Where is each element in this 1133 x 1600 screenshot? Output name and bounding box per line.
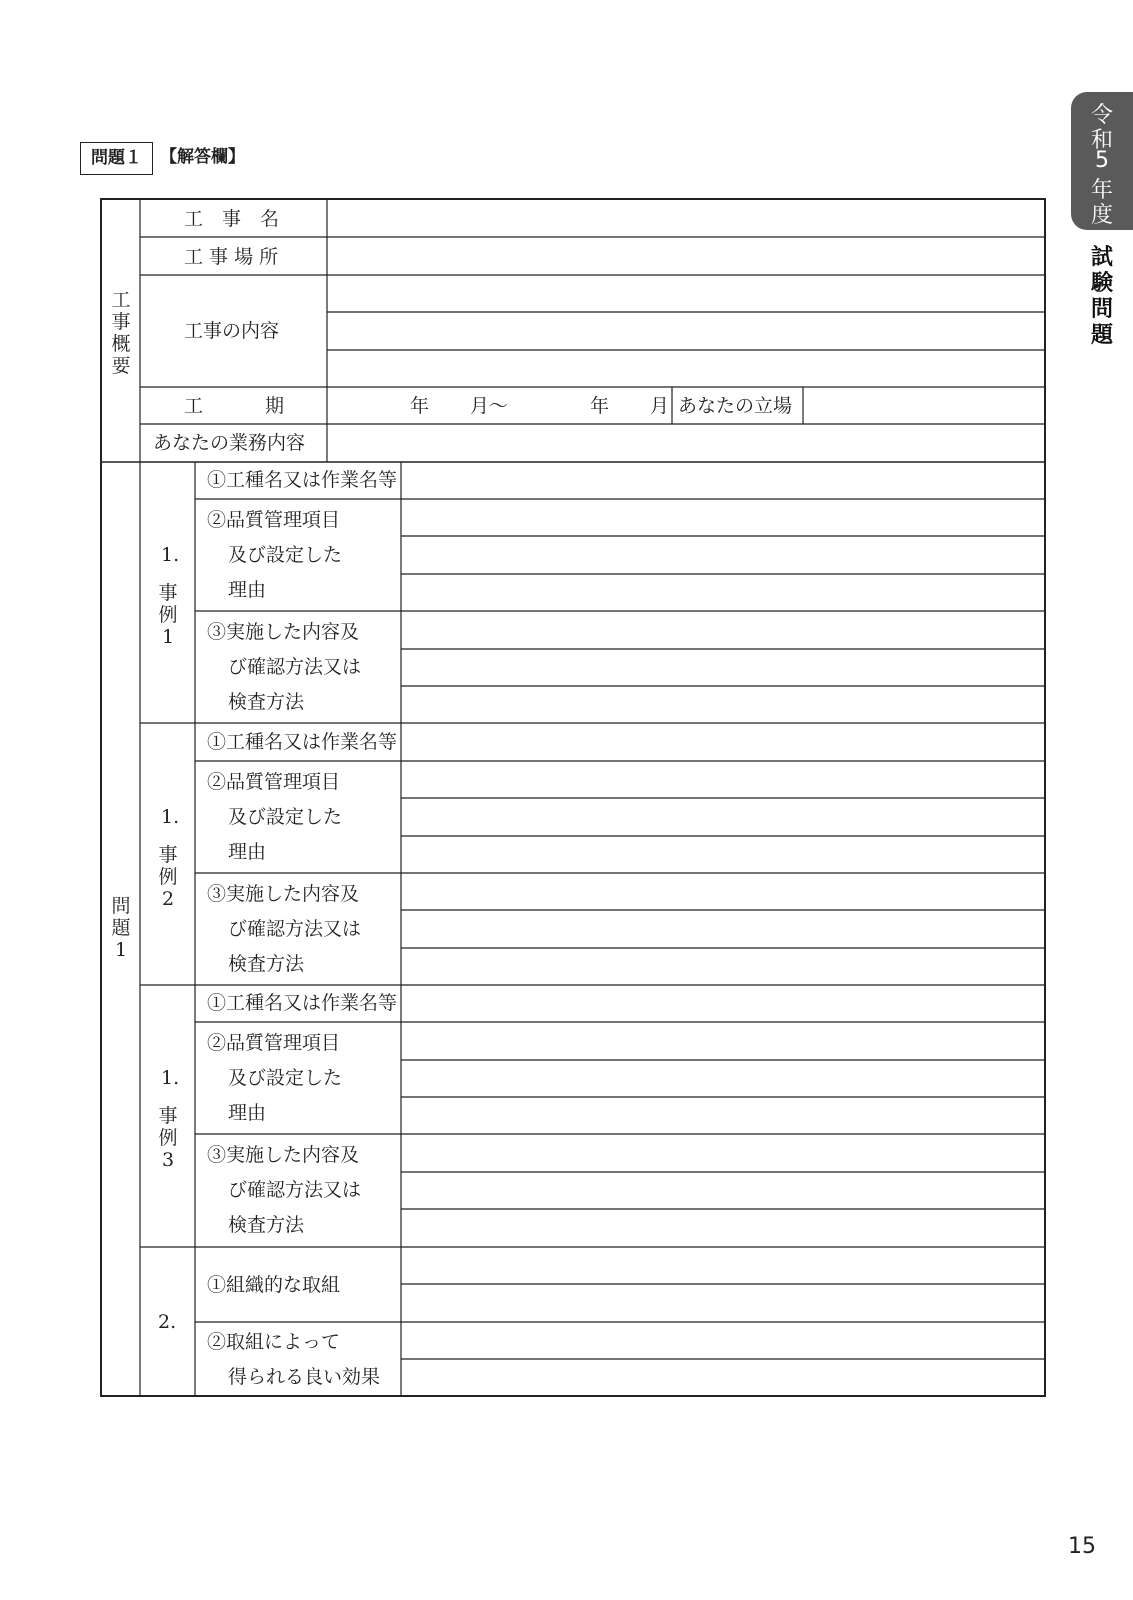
label-char: 事 [111, 311, 131, 333]
label-char: 3 [161, 1149, 175, 1171]
era-char: 令 [1090, 103, 1113, 128]
period-label-a: 工 [184, 395, 204, 417]
answer-sheet-label: 【解答欄】 [160, 147, 245, 167]
item-quality-line: 及び設定した [228, 806, 343, 828]
period-year-start: 年 [410, 395, 430, 417]
period-month-start: 月〜 [470, 395, 509, 417]
label-char: 1 [161, 626, 175, 648]
item-work-type: ①工種名又は作業名等 [207, 992, 398, 1014]
era-char: 和 [1090, 128, 1113, 153]
item-quality-line: 及び設定した [228, 544, 343, 566]
project-site-label: 工 事 場 所 [184, 246, 279, 268]
label-char: 1 [114, 939, 128, 961]
item-quality-line: ②品質管理項目 [207, 1032, 341, 1054]
label-char: 事 [158, 844, 178, 866]
label-char: 2 [161, 888, 175, 910]
item-method-line: 検査方法 [228, 1214, 305, 1236]
case-label [156, 582, 180, 648]
label-char: 問 [111, 895, 131, 917]
item-work-type: ①工種名又は作業名等 [207, 469, 398, 491]
label-char: 要 [111, 355, 131, 377]
project-name-label: 工 事 名 [184, 208, 280, 230]
label-char: 例 [158, 866, 178, 888]
label-char: 例 [158, 1127, 178, 1149]
era-char: 度 [1090, 203, 1113, 228]
case-label [156, 1105, 180, 1171]
label-char: 題 [111, 917, 131, 939]
item-method-line: 検査方法 [228, 953, 305, 975]
case-number: 1. [161, 806, 180, 828]
label-char: 事 [158, 1105, 178, 1127]
your-duties-label: あなたの業務内容 [153, 432, 306, 454]
item-method-line: び確認方法又は [228, 918, 362, 940]
case-number: 1. [161, 1067, 180, 1089]
era-char: 年 [1090, 178, 1113, 203]
item-quality-line: 理由 [228, 1102, 267, 1124]
label-char: 工 [111, 289, 131, 311]
label-char: 概 [111, 333, 131, 355]
item-quality-line: 理由 [228, 579, 267, 601]
case-number: 1. [161, 544, 180, 566]
item-method-line: び確認方法又は [228, 656, 362, 678]
exam-char: 問 [1090, 297, 1113, 322]
label-char: 事 [158, 582, 178, 604]
your-position-label: あなたの立場 [678, 395, 793, 417]
question-number-box: 問題１ [80, 142, 153, 175]
era-char: 5 [1095, 148, 1109, 173]
item-quality-line: ②品質管理項目 [207, 509, 341, 531]
item-effect-line: 得られる良い効果 [228, 1366, 381, 1388]
exam-char: 題 [1090, 323, 1113, 348]
item-quality-line: 及び設定した [228, 1067, 343, 1089]
period-year-end: 年 [590, 395, 610, 417]
item-method-line: び確認方法又は [228, 1179, 362, 1201]
question-section-label [109, 895, 133, 961]
item-effect-line: ②取組によって [207, 1331, 341, 1353]
item-method-line: ③実施した内容及 [207, 883, 360, 905]
label-char: 例 [158, 604, 178, 626]
project-content-label: 工事の内容 [184, 320, 280, 342]
exam-char: 験 [1090, 271, 1113, 296]
item-organizational-effort: ①組織的な取組 [207, 1274, 341, 1296]
period-label-b: 期 [265, 395, 285, 417]
case-label [156, 844, 180, 910]
item-method-line: 検査方法 [228, 691, 305, 713]
summary-section-label [109, 289, 133, 377]
item-quality-line: ②品質管理項目 [207, 771, 341, 793]
item-method-line: ③実施した内容及 [207, 621, 360, 643]
item-work-type: ①工種名又は作業名等 [207, 731, 398, 753]
item-quality-line: 理由 [228, 841, 267, 863]
period-month-end: 月 [650, 395, 670, 417]
exam-char: 試 [1090, 245, 1113, 270]
page-number: 15 [1068, 1534, 1096, 1559]
part2-number: 2. [158, 1311, 177, 1333]
item-method-line: ③実施した内容及 [207, 1144, 360, 1166]
